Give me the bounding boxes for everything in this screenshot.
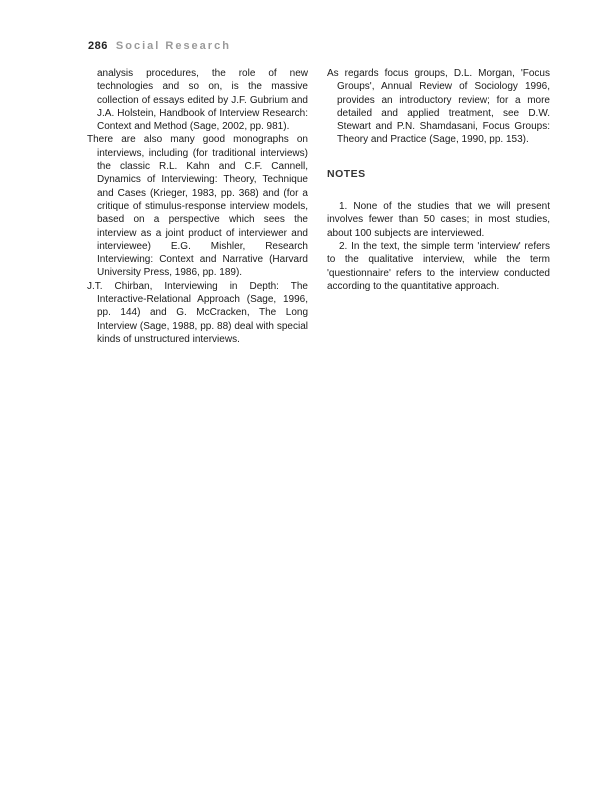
reference-paragraph: As regards focus groups, D.L. Morgan, 'Focus Groups', Annual Review of Sociology 1996, provides an introductory review; for a more detailed and applied treatment, see D.W. Stewart and P.N. Shamdasani, Focus Groups: Theory and Practice (Sage, 1990, pp. 153).	[327, 68, 550, 146]
page-number: 286	[88, 40, 108, 52]
running-title: Social Research	[115, 40, 231, 52]
note-item: 1. None of the studies that we will present involves fewer than 50 cases; in most studies, about 100 subjects are interviewed.	[327, 201, 550, 239]
reference-paragraph: analysis procedures, the role of new technologies and so on, is the massive collection of essays edited by J.F. Gubrium and J.A. Holstein, Handbook of Interview Research: Context and Method (Sage, 2002, pp. 981).	[97, 68, 308, 133]
reference-paragraph: There are also many good monographs on interviews, including (for traditional interviews) the classic R.L. Kahn and C.F. Cannell, Dynamics of Interviewing: Theory, Technique and Cases (Krieger, 1983, pp. 368) and (for a critique of stimulus-response interview models, based on a perspective which sees the interview as a joint product of interviewer and interviewee) E.G. Mishler, Research Interviewing: Context and Narrative (Harvard University Press, 1986, pp. 189).	[87, 134, 308, 279]
reference-paragraph: J.T. Chirban, Interviewing in Depth: The Interactive-Relational Approach (Sage, 1996, pp. 144) and G. McCracken, The Long Interview (Sage, 1988, pp. 88) deal with special kinds of unstructured interviews.	[87, 280, 308, 345]
notes-list	[327, 200, 550, 293]
note-item: 2. In the text, the simple term 'interview' refers to the qualitative interview, while the term 'questionnaire' refers to the interview conducted according to the quantitative approach.	[327, 240, 550, 292]
running-header	[88, 40, 231, 52]
notes-heading: NOTES	[327, 167, 366, 180]
right-column	[327, 67, 550, 293]
left-column	[87, 67, 308, 346]
